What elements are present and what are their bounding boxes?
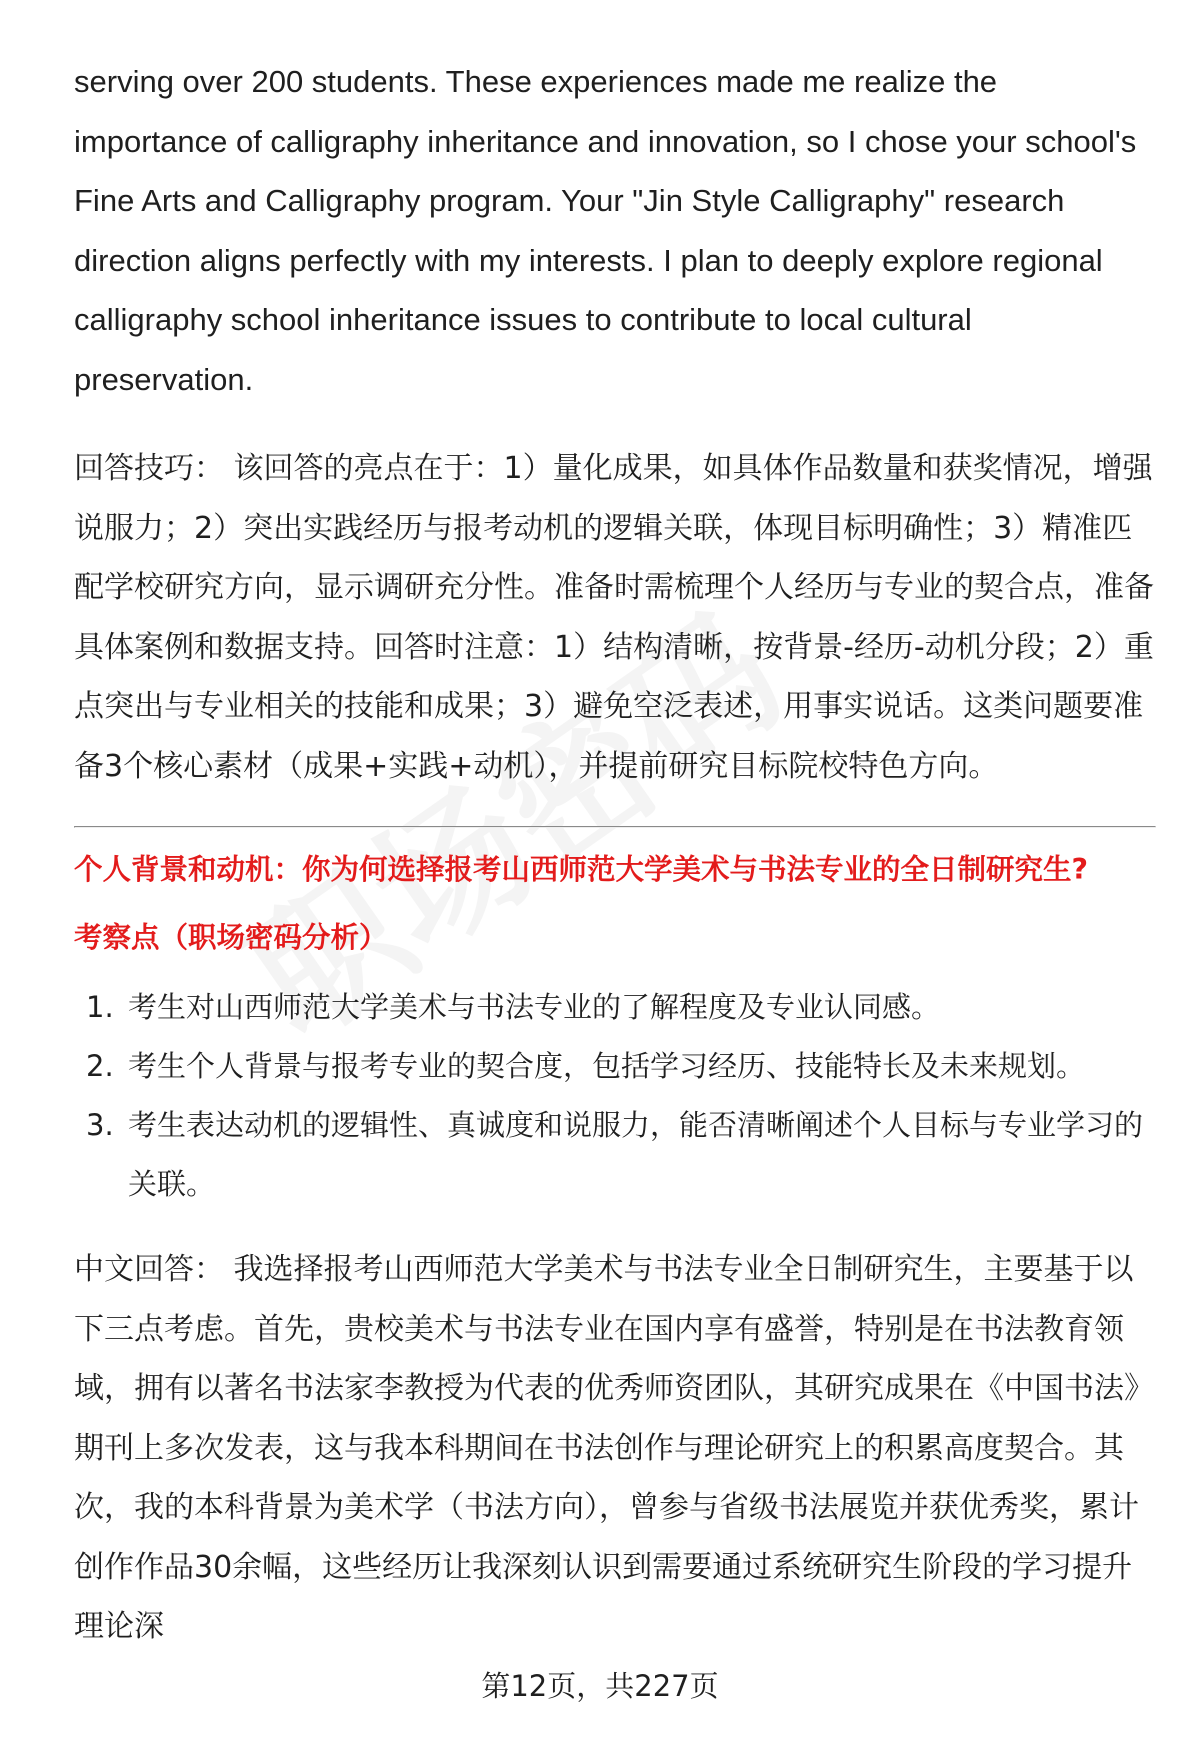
list-item-number: 2. xyxy=(86,1049,114,1083)
chinese-answer-paragraph: 中文回答： 我选择报考山西师范大学美术与书法专业全日制研究生，主要基于以下三点考虑。首先，贵校美术与书法专业在国内享有盛誉，特别是在书法教育领域，拥有以著名书法家李教授为代表的优秀师资团队，其研究成果在《中国书法》期刊上多次发表，这与我本科期间在书法创作与理论研究上的积累高度契合。其次，我的本科背景为美术学（书法方向），曾参与省级书法展览并获优秀奖，累计创作作品30余幅，这些经历让我深刻认识到需要通过系统研究生阶段的学习提升理论深 xyxy=(74,1252,1154,1644)
answer-tips-paragraph: 回答技巧： 该回答的亮点在于：1）量化成果，如具体作品数量和获奖情况，增强说服力；2）突出实践经历与报考动机的逻辑关联，体现目标明确性；3）精准匹配学校研究方向，显示调研充分性。准备时需梳理个人经历与专业的契合点，准备具体案例和数据支持。回答时注意：1）结构清晰，按背景-经历-动机分段；2）重点突出与专业相关的技能和成果；3）避免空泛表述，用事实说话。这类问题要准备3个核心素材（成果+实践+动机），并提前研究目标院校特色方向。 xyxy=(74,451,1154,784)
document-page xyxy=(74,52,1156,1657)
list-item-text: 考生对山西师范大学美术与书法专业的了解程度及专业认同感。 xyxy=(128,990,941,1024)
list-item-number: 3. xyxy=(86,1108,114,1142)
list-item-text: 考生个人背景与报考专业的契合度，包括学习经历、技能特长及未来规划。 xyxy=(128,1049,1086,1083)
assessment-points-list xyxy=(74,978,1156,1214)
list-item-text: 考生表达动机的逻辑性、真诚度和说服力，能否清晰阐述个人目标与专业学习的关联。 xyxy=(128,1108,1144,1201)
list-item xyxy=(74,1037,1156,1096)
question-title: 个人背景和动机：你为何选择报考山西师范大学美术与书法专业的全日制研究生? xyxy=(74,853,1089,886)
assessment-points-heading: 考察点（职场密码分析） xyxy=(74,921,388,954)
page-number: 第12页，共227页 xyxy=(481,1669,719,1703)
english-answer-paragraph: serving over 200 students. These experiences made me realize the importance of calligraphy inheritance and innovation, so I chose your school's Fine Arts and Calligraphy program. Your "Jin Style Calligraphy" research direction aligns perfectly with my interests. I plan to deeply explore regional calligraphy school inheritance issues to contribute to local cultural preservation. xyxy=(74,64,1137,397)
list-item-number: 1. xyxy=(86,990,114,1024)
list-item xyxy=(74,978,1156,1037)
list-item xyxy=(74,1096,1156,1214)
